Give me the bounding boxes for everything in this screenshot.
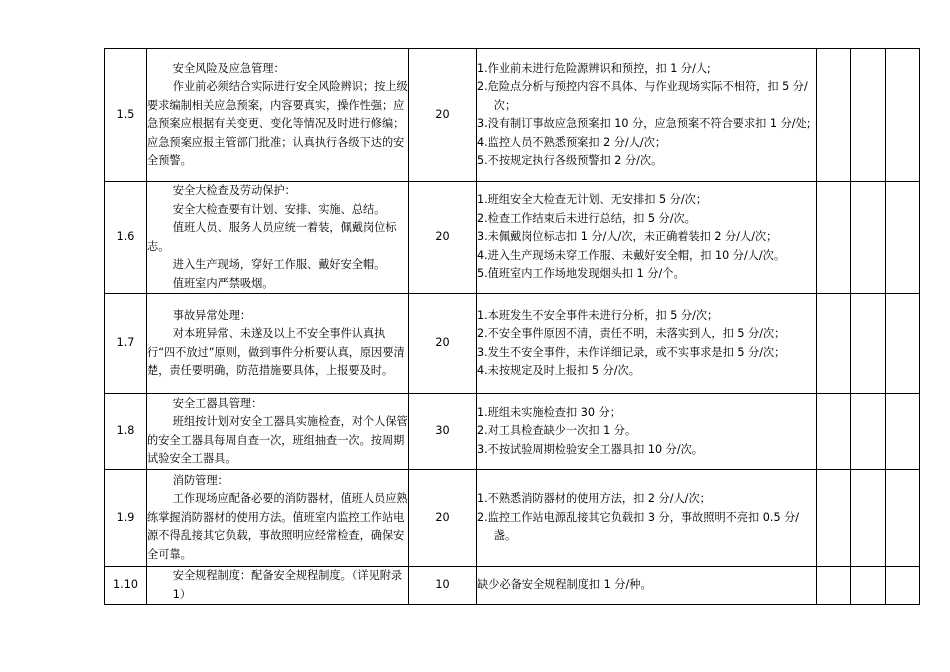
item-content bbox=[147, 470, 409, 567]
table-row bbox=[105, 567, 920, 605]
criteria-line: 1.班组安全大检查无计划、无安排扣 5 分/次； bbox=[477, 193, 708, 207]
criteria-line: 1.班组未实施检查扣 30 分； bbox=[477, 405, 621, 419]
item-criteria bbox=[477, 49, 817, 182]
item-score: 20 bbox=[409, 470, 477, 567]
item-score: 20 bbox=[409, 182, 477, 294]
item-number: 1.8 bbox=[105, 394, 147, 470]
item-number: 1.10 bbox=[105, 567, 147, 605]
item-criteria bbox=[477, 567, 817, 605]
criteria-line: 4.监控人员不熟悉预案扣 2 分/人/次； bbox=[477, 135, 667, 149]
item-criteria bbox=[477, 182, 817, 294]
table-row bbox=[105, 182, 920, 294]
table-row bbox=[105, 294, 920, 394]
criteria-line: 5.不按规定执行各级预警扣 2 分/次。 bbox=[477, 154, 663, 167]
assessment-table bbox=[104, 48, 920, 605]
item-heading: 安全风险及应急管理： bbox=[172, 61, 285, 75]
item-requirement: 值班室内严禁吸烟。 bbox=[172, 276, 274, 290]
item-heading: 消防管理： bbox=[172, 473, 229, 487]
criteria-line: 3.不按试验周期检验安全工器具扣 10 分/次。 bbox=[477, 442, 703, 456]
blank-cell bbox=[851, 294, 886, 394]
criteria-line: 5.值班室内工作场地发现烟头扣 1 分/个。 bbox=[477, 267, 685, 281]
item-heading: 事故异常处理： bbox=[172, 308, 252, 322]
blank-cell bbox=[886, 470, 920, 567]
criteria-line: 1.本班发生不安全事件未进行分析，扣 5 分/次； bbox=[477, 308, 719, 322]
blank-cell bbox=[886, 394, 920, 470]
item-requirement: 工作现场应配备必要的消防器材，值班人员应熟练掌握消防器材的使用方法。值班室内监控工作站电源不得乱接其它负载，事故照明应经常检查，确保安全可靠。 bbox=[147, 492, 408, 561]
table-row bbox=[105, 394, 920, 470]
item-heading: 安全规程制度：配备安全规程制度。（详见附录 1） bbox=[172, 569, 403, 601]
item-number: 1.9 bbox=[105, 470, 147, 567]
item-content bbox=[147, 182, 409, 294]
criteria-line: 4.未按规定及时上报扣 5 分/次。 bbox=[477, 364, 640, 377]
item-number: 1.6 bbox=[105, 182, 147, 294]
table-body bbox=[105, 49, 920, 605]
criteria-line: 2.检查工作结束后未进行总结，扣 5 分/次。 bbox=[477, 211, 696, 225]
item-criteria bbox=[477, 394, 817, 470]
blank-cell bbox=[886, 182, 920, 294]
table-row bbox=[105, 470, 920, 567]
blank-cell bbox=[851, 49, 886, 182]
item-score: 10 bbox=[409, 567, 477, 605]
criteria-line: 1.作业前未进行危险源辨识和预控，扣 1 分/人; bbox=[477, 61, 711, 75]
blank-cell bbox=[886, 49, 920, 182]
item-number: 1.5 bbox=[105, 49, 147, 182]
criteria-line: 1.不熟悉消防器材的使用方法，扣 2 分/人/次； bbox=[477, 492, 711, 506]
item-requirement: 班组按计划对安全工器具实施检查，对个人保管的安全工器具每周自查一次，班组抽查一次。按周期试验安全工器具。 bbox=[147, 415, 408, 465]
criteria-line: 缺少必备安全规程制度扣 1 分/种。 bbox=[477, 578, 652, 592]
item-content bbox=[147, 294, 409, 394]
blank-cell bbox=[851, 567, 886, 605]
criteria-line: 3.未佩戴岗位标志扣 1 分/人/次，未正确着装扣 2 分/人/次； bbox=[477, 230, 778, 244]
blank-cell bbox=[817, 470, 851, 567]
criteria-line: 2.不安全事件原因不清，责任不明，未落实到人，扣 5 分/次； bbox=[477, 327, 786, 340]
item-number: 1.7 bbox=[105, 294, 147, 394]
item-content bbox=[147, 49, 409, 182]
blank-cell bbox=[886, 294, 920, 394]
item-requirement: 对本班异常、未遂及以上不安全事件认真执行“四不放过”原则，做到事件分析要认真，原因要清楚，责任要明确，防范措施要具体，上报要及时。 bbox=[147, 327, 405, 377]
blank-cell bbox=[817, 49, 851, 182]
item-content bbox=[147, 394, 409, 470]
blank-cell bbox=[817, 394, 851, 470]
item-requirement: 安全大检查要有计划、安排、实施、总结。 bbox=[172, 202, 386, 216]
item-score: 20 bbox=[409, 294, 477, 394]
table-row bbox=[105, 49, 920, 182]
blank-cell bbox=[851, 182, 886, 294]
criteria-line: 3.发生不安全事件，未作详细记录，或不实事求是扣 5 分/次； bbox=[477, 345, 786, 359]
item-heading: 安全大检查及劳动保护： bbox=[172, 184, 296, 197]
item-heading: 安全工器具管理： bbox=[172, 396, 263, 410]
item-score: 20 bbox=[409, 49, 477, 182]
criteria-line: 2.对工具检查缺少一次扣 1 分。 bbox=[477, 424, 637, 438]
item-criteria bbox=[477, 470, 817, 567]
criteria-line: 4.进入生产现场未穿工作服、未戴好安全帽，扣 10 分/人/次。 bbox=[477, 248, 786, 262]
blank-cell bbox=[817, 294, 851, 394]
item-requirement: 值班人员、服务人员应统一着装，佩戴岗位标志。 bbox=[147, 221, 397, 253]
blank-cell bbox=[817, 182, 851, 294]
blank-cell bbox=[817, 567, 851, 605]
blank-cell bbox=[886, 567, 920, 605]
criteria-line: 2.危险点分析与预控内容不具体、与作业现场实际不相符，扣 5 分/次； bbox=[477, 80, 808, 112]
blank-cell bbox=[851, 394, 886, 470]
item-content bbox=[147, 567, 409, 605]
criteria-line: 2.监控工作站电源乱接其它负载扣 3 分，事故照明不亮扣 0.5 分/盏。 bbox=[477, 510, 800, 543]
criteria-line: 3.没有制订事故应急预案扣 10 分，应急预案不符合要求扣 1 分/处; bbox=[477, 117, 811, 130]
item-requirement: 进入生产现场，穿好工作服、戴好安全帽。 bbox=[172, 258, 386, 271]
item-score: 30 bbox=[409, 394, 477, 470]
blank-cell bbox=[851, 470, 886, 567]
item-requirement: 作业前必须结合实际进行安全风险辨识；按上级要求编制相关应急预案，内容要真实，操作性强；应急预案应根据有关变更、变化等情况及时进行修编；应急预案应报主管部门批准；认真执行各级下达的安全预警。 bbox=[147, 80, 408, 167]
item-criteria bbox=[477, 294, 817, 394]
